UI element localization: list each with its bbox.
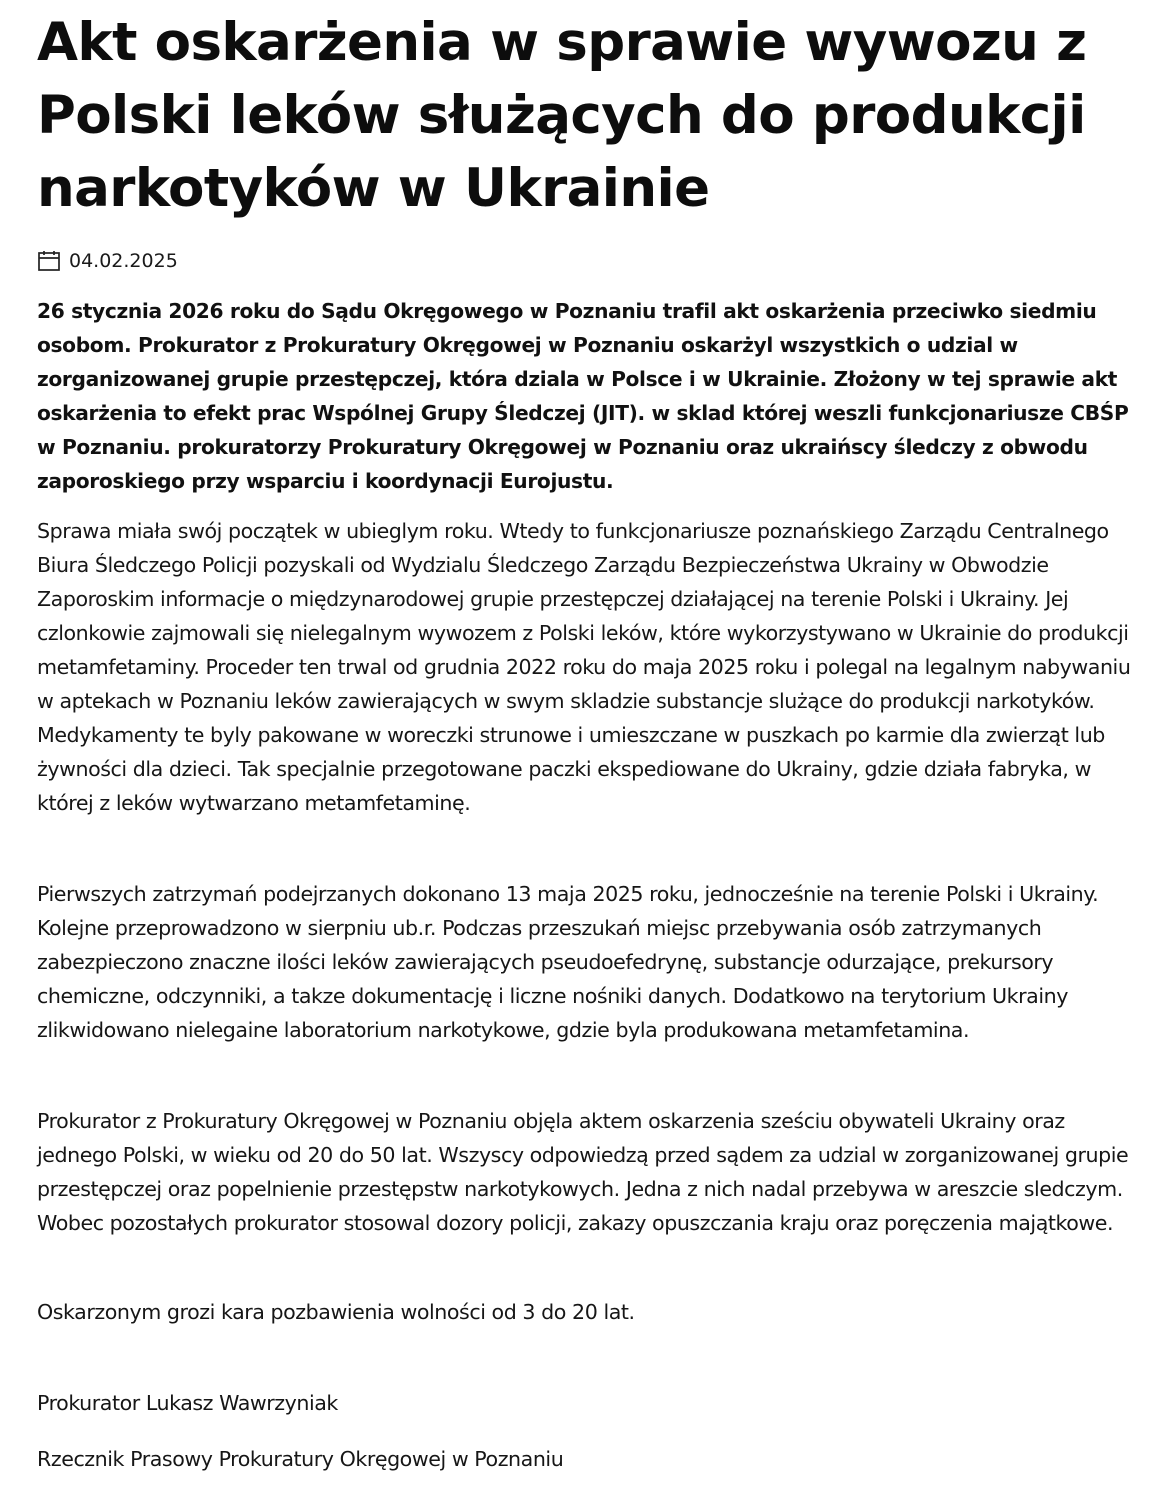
body-paragraph-2: Pierwszych zatrzymań podejrzanych dokonano 13 maja 2025 roku, jednocześnie na terenie Polski i Ukrainy. Kolejne przeprowadzono w sierpniu ub.r. Podczas przeszukań miejsc przebywania osób zatrzymanych zabezpieczono znaczne ilości leków zawierających pseudoefedrynę, substancje odurzające, prekursory chemiczne, odczynniki, a takze dokumentację i liczne nośniki danych. Dodatkowo na terytorium Ukrainy zlikwidowano nielegaine laboratorium narkotykowe, gdzie byla produkowana metamfetamina. <box>37 882 1099 1042</box>
signature-name: Prokurator Lukasz Wawrzyniak <box>37 1391 338 1415</box>
publication-date <box>37 250 178 272</box>
calendar-icon <box>37 250 61 272</box>
body-paragraph-3: Prokurator z Prokuratury Okręgowej w Poznaniu objęla aktem oskarzenia sześciu obywateli Ukrainy oraz jednego Polski, w wieku od 20 do 50 lat. Wszyscy odpowiedzą przed sądem za udzial w zorganizowanej grupie przestępczej oraz popelnienie przestępstw narkotykowych. Jedna z nich nadal przebywa w areszcie sledczym. Wobec pozostałych prokurator stosowal dozory policji, zakazy opuszczania kraju oraz poręczenia majątkowe. <box>37 1109 1129 1235</box>
signature-role: Rzecznik Prasowy Prokuratury Okręgowej w Poznaniu <box>37 1447 564 1471</box>
lead-paragraph: 26 stycznia 2026 roku do Sądu Okręgowego w Poznaniu trafil akt oskarżenia przeciwko siedmiu osobom. Prokurator z Prokuratury Okręgowej w Poznaniu oskarżyl wszystkich o udzial w zorganizowanej grupie przestępczej, która dziala w Polsce i w Ukrainie. Złożony w tej sprawie akt oskarżenia to efekt prac Wspólnej Grupy Śledczej (JIT). w sklad której weszli funkcjonariusze CBŚP w Poznaniu. prokuratorzy Prokuratury Okręgowej w Poznaniu oraz ukraińscy śledczy z obwodu zaporoskiego przy wsparciu i koordynacji Eurojustu. <box>37 299 1129 493</box>
date-text: 04.02.2025 <box>69 250 178 272</box>
body-paragraph-1: Sprawa miała swój początek w ubieglym roku. Wtedy to funkcjonariusze poznańskiego Zarządu Centralnego Biura Śledczego Policji pozyskali od Wydzialu Śledczego Zarządu Bezpieczeństwa Ukrainy w Obwodzie Zaporoskim informacje o międzynarodowej grupie przestępczej działającej na terenie Polski i Ukrainy. Jej czlonkowie zajmowali się nielegalnym wywozem z Polski leków, które wykorzystywano w Ukrainie do produkcji metamfetaminy. Proceder ten trwal od grudnia 2022 roku do maja 2025 roku i polegal na legalnym nabywaniu w aptekach w Poznaniu leków zawierających w swym skladzie substancje slużące do produkcji narkotyków. Medykamenty te byly pakowane w woreczki strunowe i umieszczane w puszkach po karmie dla zwierząt lub żywności dla dzieci. Tak specjalnie przegotowane paczki ekspediowane do Ukrainy, gdzie działa fabryka, w której z leków wytwarzano metamfetaminę. <box>37 519 1131 815</box>
article-title: Akt oskarżenia w sprawie wywozu z Polski leków służących do produkcji narkotyków w Ukrainie <box>37 12 1087 219</box>
body-paragraph-4: Oskarzonym grozi kara pozbawienia wolności od 3 do 20 lat. <box>37 1300 635 1324</box>
